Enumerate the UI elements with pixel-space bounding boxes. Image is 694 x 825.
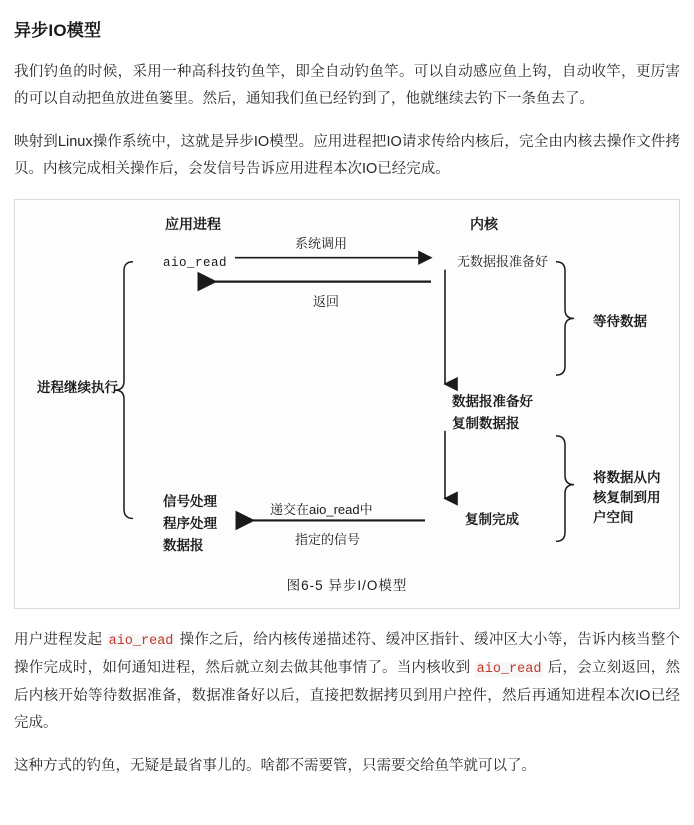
code-aio-read-2: aio_read xyxy=(476,662,542,677)
label-return: 返回 xyxy=(313,294,340,309)
label-syscall: 系统调用 xyxy=(295,236,348,251)
label-process-continue: 进程继续执行 xyxy=(37,380,118,395)
label-wait-data: 等待数据 xyxy=(593,314,647,329)
paragraph-4: 这种方式的钓鱼，无疑是最省事儿的。啥都不需要管，只需要交给鱼竿就可以了。 xyxy=(14,758,536,774)
label-deliver-line2: 指定的信号 xyxy=(295,532,361,547)
label-signal-handler-line1: 信号处理 xyxy=(163,494,217,509)
figure-canvas xyxy=(15,200,679,608)
paragraph-3-part1: 用户进程发起 xyxy=(14,632,107,648)
label-signal-handler-line2: 程序处理 xyxy=(163,516,217,531)
paragraph-3-part2: 操作之后，给内核传递描述符、缓冲区指针、缓冲区大小等，告诉内核当整个操作完成时，如何通知进程，然后就立刻去做其他事情了。当内核收到 xyxy=(14,632,680,676)
page-title: 异步IO模型 xyxy=(14,21,102,40)
label-copy-done: 复制完成 xyxy=(465,512,519,527)
paragraph-2: 映射到Linux操作系统中，这就是异步IO模型。应用进程把IO请求传给内核后，完全由内核去操作文件拷贝。内核完成相关操作后，会发信号告诉应用进程本次IO已经完成。 xyxy=(14,134,680,177)
label-kernel: 内核 xyxy=(470,216,498,232)
label-copy-to-user-line2: 核复制到用 xyxy=(593,490,661,505)
paragraph-3 xyxy=(14,627,680,737)
label-copy-to-user-line1: 将数据从内 xyxy=(593,470,661,485)
label-signal-handler-line3: 数据报 xyxy=(163,538,204,553)
label-copy-to-user-line3: 户空间 xyxy=(593,510,634,525)
paragraph-1: 我们钓鱼的时候，采用一种高科技钓鱼竿，即全自动钓鱼竿。可以自动感应鱼上钩，自动收竿，更厉害的可以自动把鱼放进鱼篓里。然后，通知我们鱼已经钓到了，他就继续去钓下一条鱼去了。 xyxy=(14,64,680,107)
label-aio-read: aio_read xyxy=(163,256,228,270)
figure-async-io-model xyxy=(14,199,680,609)
code-aio-read-1: aio_read xyxy=(108,634,174,649)
paragraph-3-part3: 后，会立刻返回，然后内核开始等待数据准备，数据准备好以后，直接把数据拷贝到用户控件，然后再通知进程本次IO已经完成。 xyxy=(14,660,680,731)
label-copy-data: 复制数据报 xyxy=(452,416,520,431)
label-no-data-ready: 无数据报准备好 xyxy=(457,254,549,269)
label-data-ready: 数据报准备好 xyxy=(452,394,533,409)
figure-caption: 图6-5 异步I/O模型 xyxy=(286,578,408,593)
label-deliver-line1: 递交在aio_read中 xyxy=(270,502,373,517)
label-app-process: 应用进程 xyxy=(165,216,221,232)
